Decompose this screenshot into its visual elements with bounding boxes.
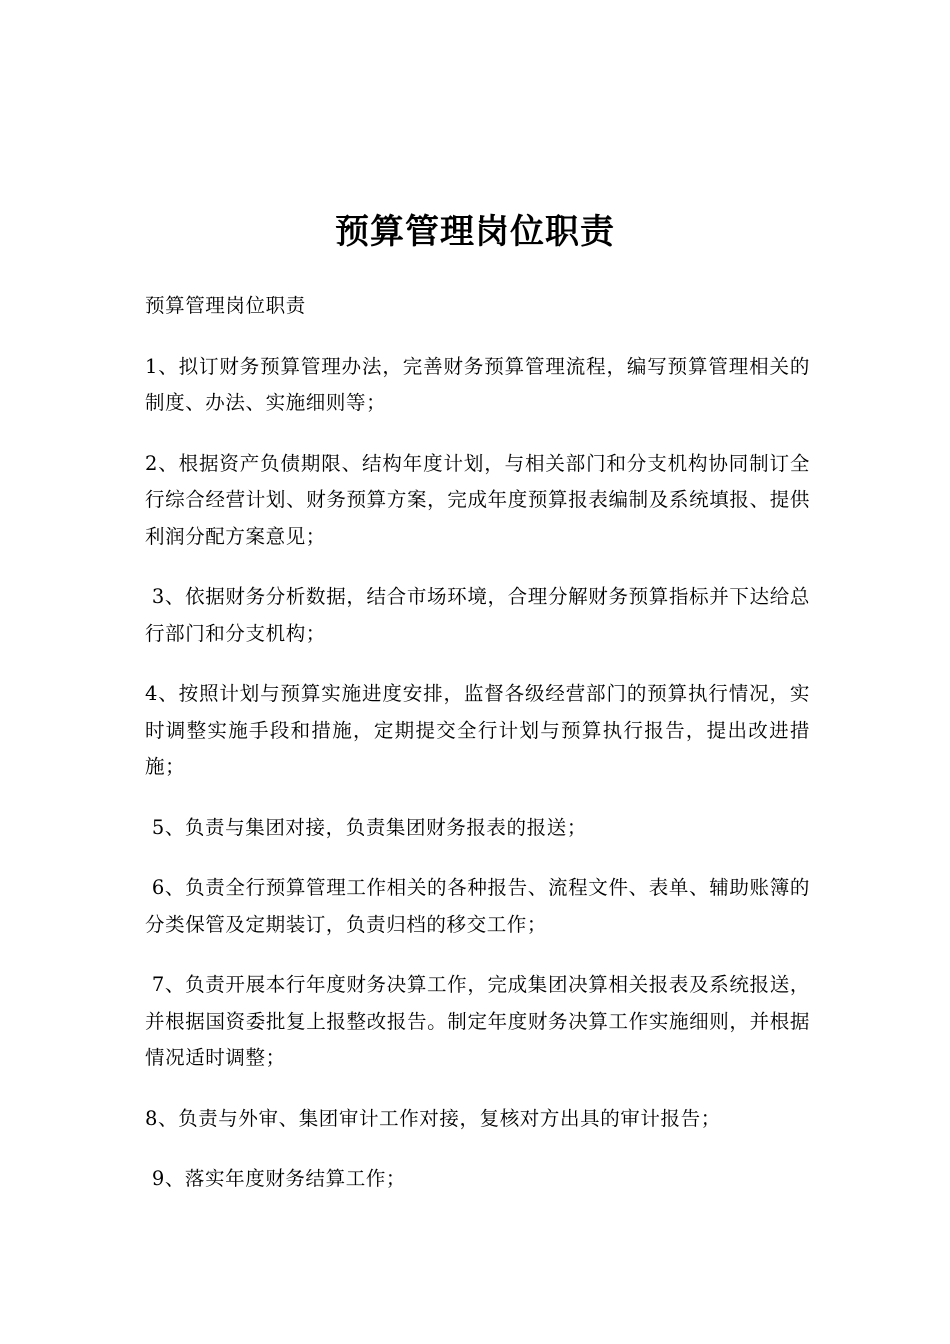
duty-item-4: 4、按照计划与预算实施进度安排，监督各级经营部门的预算执行情况，实时调整实施手段和措施，定期提交全行计划与预算执行报告，提出改进措施； bbox=[145, 682, 810, 778]
duty-item-5: 5、负责与集团对接，负责集团财务报表的报送； bbox=[145, 815, 587, 839]
duty-item-9: 9、落实年度财务结算工作； bbox=[145, 1167, 407, 1190]
duty-item-6: 6、负责全行预算管理工作相关的各种报告、流程文件、表单、辅助账簿的分类保管及定期装订，负责归档的移交工作； bbox=[145, 876, 810, 936]
document-body bbox=[145, 288, 810, 1222]
duty-item-3: 3、依据财务分析数据，结合市场环境，合理分解财务预算指标并下达给总行部门和分支机构； bbox=[145, 585, 810, 645]
duty-item-1: 1、拟订财务预算管理办法，完善财务预算管理流程，编写预算管理相关的制度、办法、实施细则等； bbox=[145, 354, 810, 414]
intro-paragraph: 预算管理岗位职责 bbox=[145, 294, 306, 317]
document-title: 预算管理岗位职责 bbox=[335, 212, 615, 252]
duty-item-7: 7、负责开展本行年度财务决算工作，完成集团决算相关报表及系统报送，并根据国资委批复上报整改报告。制定年度财务决算工作实施细则，并根据情况适时调整； bbox=[145, 973, 810, 1069]
duty-item-2: 2、根据资产负债期限、结构年度计划，与相关部门和分支机构协同制订全行综合经营计划、财务预算方案，完成年度预算报表编制及系统填报、提供利润分配方案意见； bbox=[145, 451, 810, 548]
duty-item-8: 8、负责与外审、集团审计工作对接，复核对方出具的审计报告； bbox=[145, 1106, 721, 1130]
